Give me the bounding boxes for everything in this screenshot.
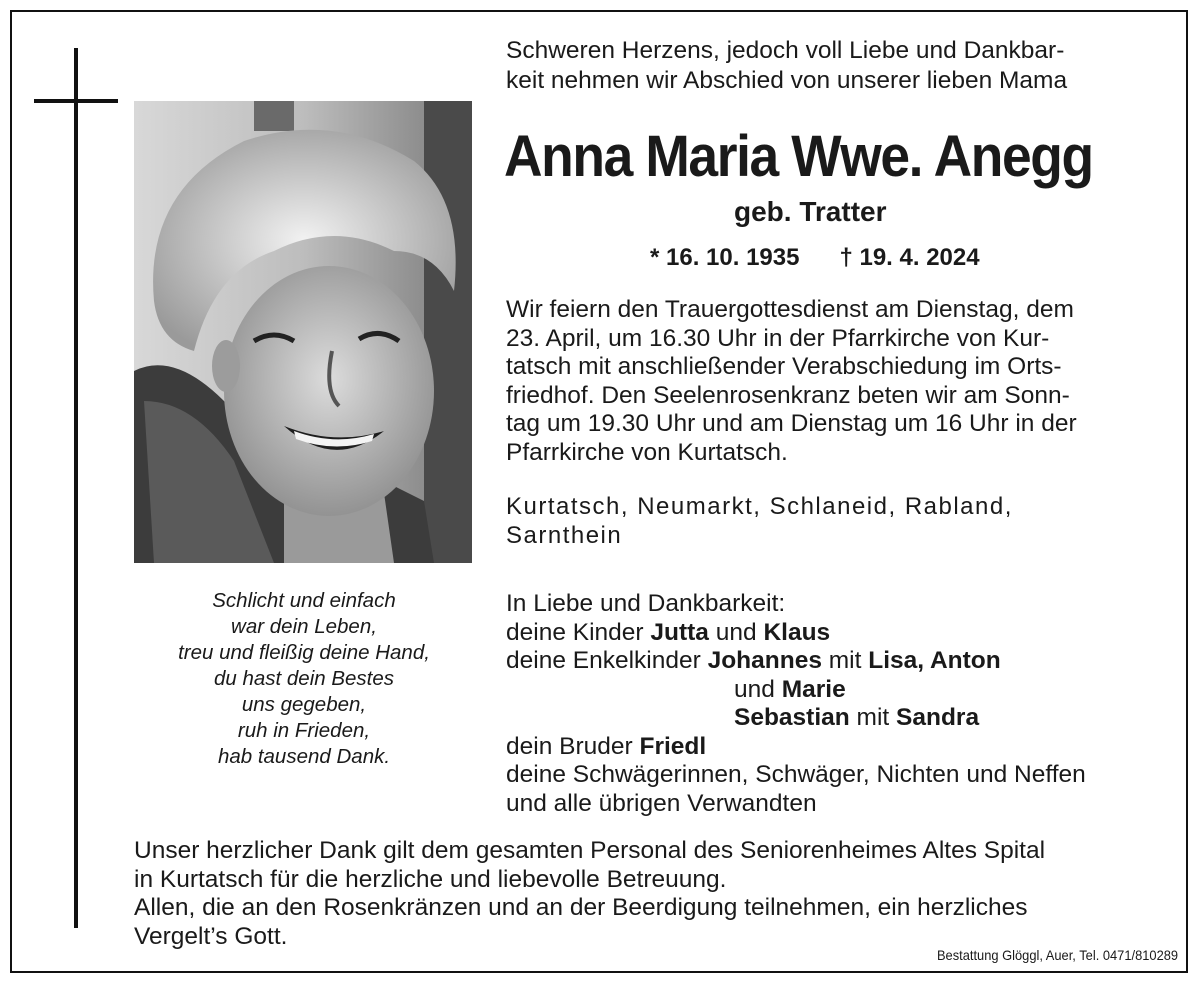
thanks-line: in Kurtatsch für die herzliche und liebevolle Betreuung.: [134, 865, 727, 893]
thanks-line: Unser herzlicher Dank gilt dem gesamten Personal des Seniorenheimes Altes Spital: [134, 837, 1046, 864]
places-line: Sarnthein: [506, 522, 623, 549]
thanks-line: Allen, die an den Rosenkränzen und an der Beerdigung teilnehmen, ein herzliches: [134, 894, 1028, 921]
thanks-line: Vergelt’s Gott.: [134, 922, 288, 950]
places-list: [506, 492, 1146, 550]
grandchildren-row: [506, 676, 1176, 705]
service-line: Pfarrkirche von Kurtatsch.: [506, 438, 788, 466]
in-laws-row: deine Schwägerinnen, Schwäger, Nichten und Neffen: [506, 761, 1086, 788]
death-date: † 19. 4. 2024: [839, 244, 980, 271]
birth-date: * 16. 10. 1935: [650, 244, 800, 271]
poem-line: hab tausend Dank.: [217, 745, 391, 768]
places-line: Kurtatsch, Neumarkt, Schlaneid, Rabland,: [506, 493, 1013, 520]
child-name: Klaus: [763, 618, 831, 646]
grandchild-name: Marie: [781, 675, 846, 703]
cross-icon: [74, 48, 78, 928]
brother-name: Friedl: [639, 732, 707, 760]
grandchildren-row: [506, 704, 1176, 733]
relatives-row: und alle übrigen Verwandten: [506, 789, 817, 817]
deceased-name: Anna Maria Wwe. Anegg: [504, 124, 1093, 189]
partner-names: Lisa, Anton: [868, 647, 1001, 674]
conjunction: und: [734, 675, 782, 703]
conjunction: und: [708, 618, 764, 646]
child-name: Jutta: [650, 618, 709, 646]
conjunction: mit: [849, 704, 897, 731]
intro-line: Schweren Herzens, jedoch voll Liebe und Dankbar-: [506, 37, 1065, 64]
service-line: Wir feiern den Trauergottesdienst am Dienstag, dem: [506, 296, 1074, 323]
service-line: tag um 19.30 Uhr und am Dienstag um 16 Uhr in der: [506, 410, 1077, 437]
intro-text: [506, 36, 1171, 96]
mourners-list: [506, 590, 1176, 818]
memorial-poem: [140, 588, 468, 770]
service-line: tatsch mit anschließender Verabschiedung im Orts-: [506, 353, 1062, 380]
grandchild-name: Sebastian: [734, 704, 850, 731]
poem-line: uns gegeben,: [241, 693, 367, 716]
cross-icon-bar: [34, 99, 118, 103]
poem-line: ruh in Frieden,: [237, 719, 371, 742]
thanks-text: [134, 837, 1174, 951]
brother-prefix: dein Bruder: [506, 732, 640, 760]
poem-line: treu und fleißig deine Hand,: [178, 641, 430, 664]
partner-name: Sandra: [896, 704, 980, 731]
conjunction: mit: [821, 647, 869, 674]
service-line: friedhof. Den Seelenrosenkranz beten wir am Sonn-: [506, 381, 1070, 409]
mourners-heading: In Liebe und Dankbarkeit:: [506, 590, 786, 617]
poem-line: du hast dein Bestes: [213, 667, 395, 690]
service-line: 23. April, um 16.30 Uhr in der Pfarrkirche von Kur-: [506, 324, 1050, 352]
brother-row: [506, 733, 1176, 762]
children-row: [506, 619, 1176, 648]
grandchildren-prefix: deine Enkelkinder: [506, 647, 708, 674]
poem-line: Schlicht und einfach: [212, 589, 396, 612]
children-prefix: deine Kinder: [506, 618, 651, 646]
life-dates: [650, 243, 980, 273]
intro-line: keit nehmen wir Abschied von unserer lieben Mama: [506, 67, 1068, 94]
grandchild-name: Johannes: [707, 647, 822, 674]
birth-name: geb. Tratter: [734, 196, 887, 227]
service-announcement: [506, 296, 1168, 467]
grandchildren-row: [506, 647, 1176, 676]
portrait-photo: [134, 101, 472, 563]
poem-line: war dein Leben,: [231, 615, 377, 638]
undertaker-contact: Bestattung Glöggl, Auer, Tel. 0471/810289: [936, 947, 1178, 963]
